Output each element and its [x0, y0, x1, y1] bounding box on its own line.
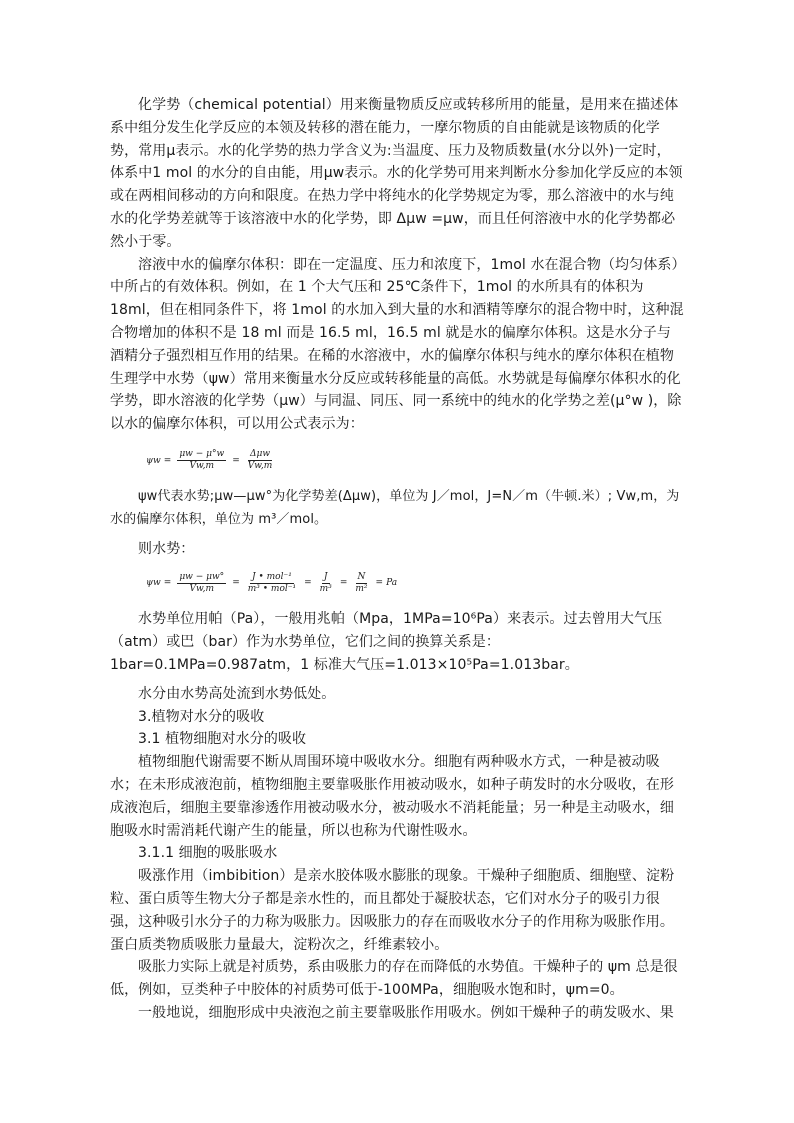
formula2-fraction-2: $\frac{\text{J • mol⁻¹}}{\text{m³ • mol⁻¹}}$: [247, 571, 297, 594]
paragraph-chemical-potential: 化学势（chemical potential）用来衡量物质反应或转移所用的能量，是用来在描述体系中组分发生化学反应的本领及转移的潜在能力，一摩尔物质的自由能就是该物质的化学势，常用μ表示。水的化学势的热力学含义为:当温度、压力及物质数量(水分以外)一定时，体系中1 mol 的水分的自由能，用μw表示。水的化学势可用来判断水分参加化学反应的本领或在两相间移动的方向和限度。在热力学中将纯水的化学势规定为零，那么溶液中的水与纯水的化学势差就等于该溶液中水的化学势，即 Δμw =μw，而且任何溶液中水的化学势都必然小于零。: [110, 97, 683, 250]
water-potential-formula: ψw = $\frac{\mu w - \mu^\circ w}{Vw,m}$ = $\frac{\text{Δμw}}{Vw,m}$: [146, 449, 273, 472]
paragraph-then-water-potential: 则水势：: [138, 540, 195, 557]
document-page: [110, 94, 684, 1025]
formula2-fraction-1: $\frac{\mu w - \mu w^\circ}{Vw,m}$: [179, 571, 225, 594]
section-heading-3-1: 3.1 植物细胞对水分的吸收: [138, 731, 307, 748]
paragraph-imbibition: 吸涨作用（imbibition）是亲水胶体吸水膨胀的现象。干燥种子细胞质、细胞壁、淀粉粒、蛋白质等生物大分子都是亲水性的，而且都处于凝胶状态，它们对水分子的吸引力很强，这种吸引水分子的力称为吸胀力。因吸胀力的存在而吸收水分子的作用称为吸胀作用。蛋白质类物质吸胀力量最大，淀粉次之，纤维素较小。: [110, 868, 675, 953]
formula-fraction-1: $\frac{\mu w - \mu^\circ w}{Vw,m}$: [179, 449, 225, 472]
water-potential-units-formula: ψw = $\frac{\mu w - \mu w^\circ}{Vw,m}$ = $\frac{\text{J • mol⁻¹}}{\text{m³ • mol⁻¹}}$ = $\frac{J}{\text{m³}}$ = $\frac{N}{\text{m²}}$ = Pa: [146, 571, 398, 594]
formula-fraction-2: $\frac{\text{Δμw}}{Vw,m}$: [247, 449, 273, 472]
paragraph-cell-water-absorption: 植物细胞代谢需要不断从周围环境中吸收水分。细胞有两种吸水方式，一种是被动吸水；在未形成液泡前，植物细胞主要靠吸胀作用被动吸水，如种子萌发时的水分吸收，在形成液泡后，细胞主要靠渗透作用被动吸水分，被动吸水不消耗能量；另一种是主动吸水，细胞吸水时需消耗代谢产生的能量，所以也称为代谢性吸水。: [110, 754, 674, 839]
paragraph-matric-potential: 吸胀力实际上就是衬质势，系由吸胀力的存在而降低的水势值。干燥种子的 ψm 总是很低，例如，豆类种子中胶体的衬质势可低于-100MPa，细胞吸水饱和时，ψm=0。: [110, 959, 678, 999]
formula2-fraction-3: $\frac{J}{\text{m³}}$: [319, 571, 332, 594]
formula-lhs: ψw: [146, 455, 161, 466]
paragraph-central-vacuole: 一般地说，细胞形成中央液泡之前主要靠吸胀作用吸水。例如干燥种子的萌发吸水、果: [138, 1004, 674, 1021]
paragraph-flow-direction: 水分由水势高处流到水势低处。: [138, 685, 336, 702]
formula2-fraction-4: $\frac{N}{\text{m²}}$: [355, 571, 368, 594]
section-heading-3-1-1: 3.1.1 细胞的吸胀吸水: [138, 845, 278, 862]
paragraph-partial-molar-volume: 溶液中水的偏摩尔体积：即在一定温度、压力和浓度下，1mol 水在混合物（均匀体系）中所占的有效体积。例如，在 1 个大气压和 25℃条件下，1mol 的水所具有的体积为 18ml，但在相同条件下，将 1mol 的水加入到大量的水和酒精等摩尔的混合物中时，这种混合物增加的体积不是 18 ml 而是 16.5 ml，16.5 ml 就是水的偏摩尔体积。这是水分子与酒精分子强烈相互作用的结果。在稀的水溶液中，水的偏摩尔体积与纯水的摩尔体积在植物生理学中水势（ψw）常用来衡量水分反应或转移能量的高低。水势就是每偏摩尔体积水的化学势，即水溶液的化学势（μw）与同温、同压、同一系统中的纯水的化学势之差(μ°w )，除以水的偏摩尔体积，可以用公式表示为：: [110, 256, 684, 433]
section-heading-3: 3.植物对水分的吸收: [138, 708, 265, 725]
paragraph-symbol-definitions: ψw代表水势;μw—μw°为化学势差(Δμw)，单位为 J／mol，J=N／m（牛顿.米）; Vw,m，为水的偏摩尔体积，单位为 m³／mol。: [110, 488, 680, 527]
paragraph-units: 水势单位用帕（Pa），一般用兆帕（Mpa，1MPa=10⁶Pa）来表示。过去曾用大气压（atm）或巴（bar）作为水势单位，它们之间的换算关系是：1bar=0.1MPa=0.987atm，1 标准大气压=1.013×10⁵Pa=1.013bar。: [110, 611, 663, 673]
